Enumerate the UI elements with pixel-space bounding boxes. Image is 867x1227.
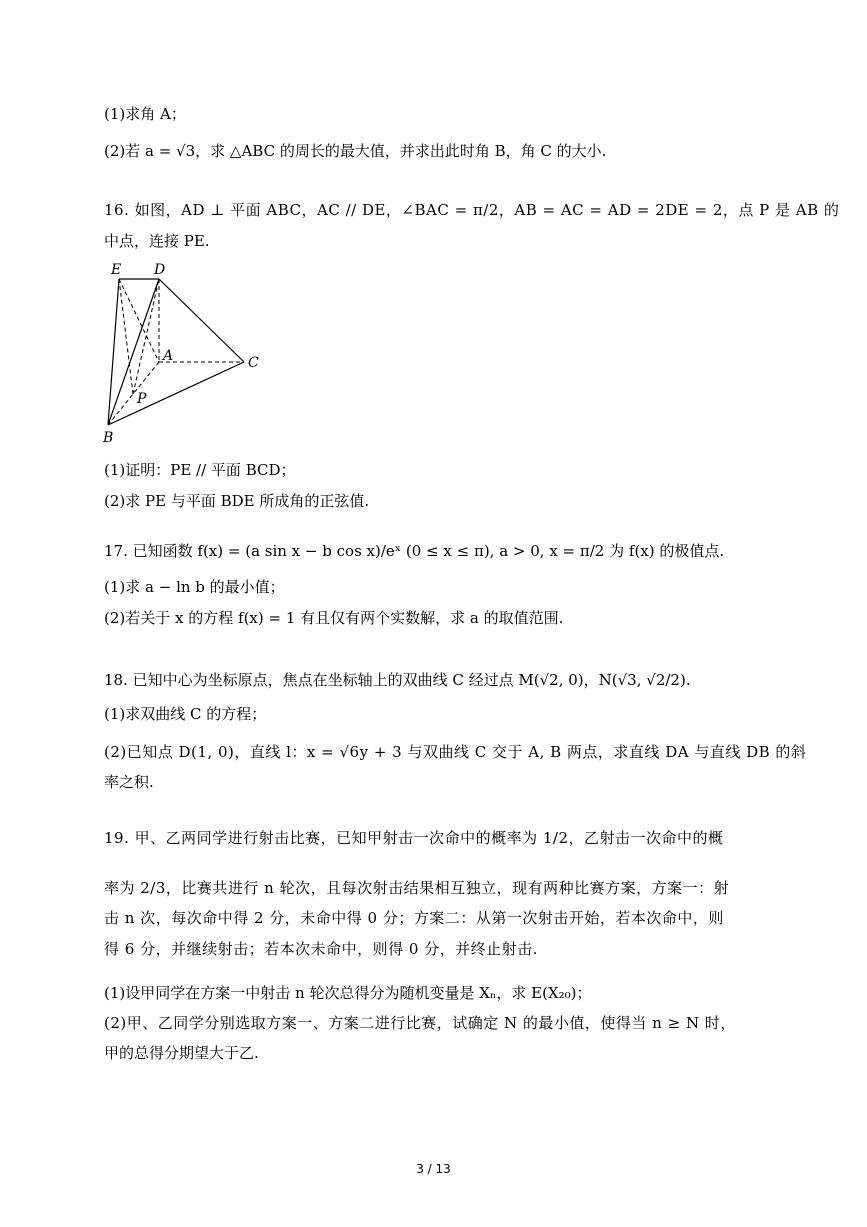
q16-stem-line1: 16. 如图，AD ⊥ 平面 ABC，AC // DE，∠BAC = π/2，AB = AC = AD = 2DE = 2，点 P 是 AB 的 xyxy=(104,201,840,219)
q19-stem-line3: 击 n 次，每次命中得 2 分，未命中得 0 分；方案二：从第一次射击开始，若本次命中，则 xyxy=(104,909,724,927)
q19-stem-line4: 得 6 分，并继续射击；若本次未命中，则得 0 分，并终止射击. xyxy=(104,940,538,958)
q18-part2-line1: (2)已知点 D(1, 0)，直线 l：x = √6y + 3 与双曲线 C 交于 A, B 两点，求直线 DA 与直线 DB 的斜 xyxy=(104,743,807,761)
q19-part2-line2: 甲的总得分期望大于乙. xyxy=(104,1044,259,1062)
vertex-label-p: P xyxy=(137,391,147,407)
vertex-label-a: A xyxy=(163,348,174,364)
q16-stem-line2: 中点，连接 PE. xyxy=(104,232,210,250)
vertex-label-b: B xyxy=(103,430,114,446)
q19-stem-line2: 率为 2/3，比赛共进行 n 轮次，且每次射击结果相互独立，现有两种比赛方案，方案一：射 xyxy=(104,879,730,897)
q15-part2: (2)若 a = √3，求 △ABC 的周长的最大值，并求出此时角 B，角 C 的大小. xyxy=(104,142,607,160)
q16-figure xyxy=(100,258,270,448)
q19-part2-line1: (2)甲、乙同学分别选取方案一、方案二进行比赛，试确定 N 的最小值，使得当 n ≥ N 时， xyxy=(104,1014,736,1032)
pyramid-diagram xyxy=(100,258,270,448)
q17-part2: (2)若关于 x 的方程 f(x) = 1 有且仅有两个实数解，求 a 的取值范围. xyxy=(104,609,564,627)
vertex-label-e: E xyxy=(111,262,122,278)
q15-part1: (1)求角 A； xyxy=(104,105,186,123)
page-number: 3 / 13 xyxy=(416,1162,451,1176)
q16-part1: (1)证明：PE // 平面 BCD； xyxy=(104,461,296,479)
q19-part1: (1)设甲同学在方案一中射击 n 轮次总得分为随机变量是 Xₙ，求 E(X₂₀)； xyxy=(104,984,592,1002)
q18-part2-line2: 率之积. xyxy=(104,773,154,791)
vertex-label-c: C xyxy=(248,355,259,371)
q16-part2: (2)求 PE 与平面 BDE 所成角的正弦值. xyxy=(104,492,370,510)
vertex-label-d: D xyxy=(154,262,166,278)
q17-stem: 17. 已知函数 f(x) = (a sin x − b cos x)/eˣ (0 ≤ x ≤ π), a > 0, x = π/2 为 f(x) 的极值点. xyxy=(104,542,725,560)
q18-part1: (1)求双曲线 C 的方程； xyxy=(104,705,267,723)
q19-stem-line1: 19. 甲、乙两同学进行射击比赛，已知甲射击一次命中的概率为 1/2，乙射击一次命中的概 xyxy=(104,829,724,847)
q18-stem: 18. 已知中心为坐标原点，焦点在坐标轴上的双曲线 C 经过点 M(√2, 0)，N(√3, √2/2). xyxy=(104,671,691,689)
q17-part1: (1)求 a − ln b 的最小值； xyxy=(104,578,285,596)
